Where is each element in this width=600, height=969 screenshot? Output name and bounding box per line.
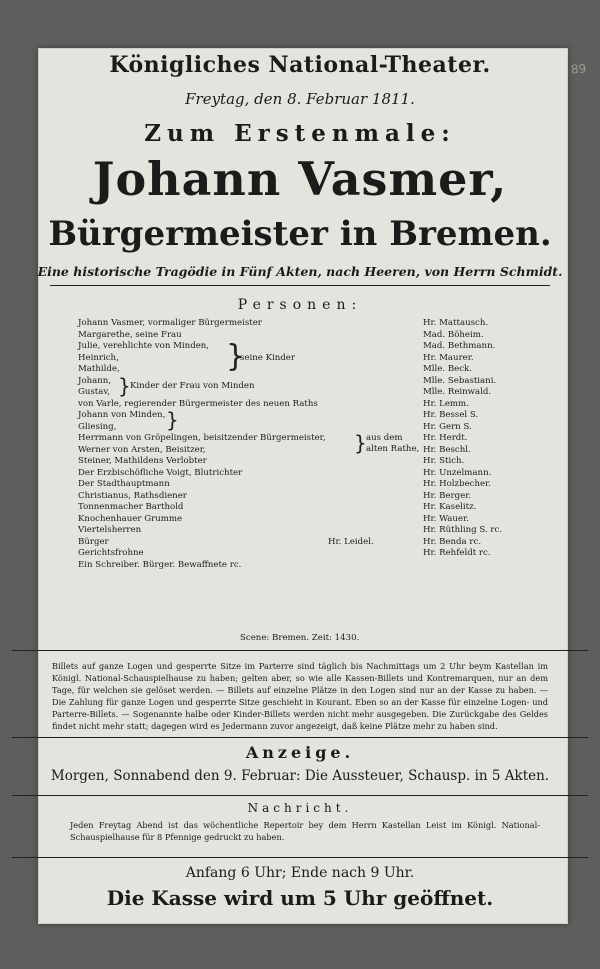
cast-row bbox=[78, 560, 508, 572]
scene-info: Scene: Bremen. Zeit: 1430. bbox=[240, 633, 360, 643]
cast-row bbox=[78, 433, 508, 445]
cast-role: Der Stadthauptmann bbox=[78, 479, 170, 489]
cast-actor: Mlle. Reinwald. bbox=[423, 387, 492, 397]
cast-row bbox=[78, 330, 508, 342]
cast-mid-actor: Hr. Leidel. bbox=[328, 536, 374, 547]
cast-actor: Hr. Kaselitz. bbox=[423, 502, 477, 512]
cast-actor: Hr. Rüthling S. rc. bbox=[423, 525, 503, 535]
cast-actor: Hr. Mattausch. bbox=[423, 318, 489, 328]
pencil-mark: 89 bbox=[570, 61, 587, 77]
cast-role: Viertelsherren bbox=[78, 525, 142, 535]
notice-heading: Nachricht. bbox=[247, 801, 353, 815]
theater-name: Königliches National-Theater. bbox=[109, 52, 491, 78]
cast-row bbox=[78, 525, 508, 537]
brace-label-minden-children: Kinder der Frau von Minden bbox=[130, 381, 255, 391]
cast-role: Mathilde, bbox=[78, 364, 120, 374]
cast-role: Knochenhauer Grumme bbox=[78, 513, 183, 524]
brace-label-old-council-1: aus dem bbox=[366, 433, 403, 443]
cast-row bbox=[78, 468, 508, 480]
cast-row bbox=[78, 422, 508, 434]
cast-row bbox=[78, 537, 508, 549]
divider-rule bbox=[12, 857, 588, 858]
ticket-information: Billets auf ganze Logen und gesperrte Sitze im Parterre sind täglich bis Nachmittags um 2 Uhr beym Kastellan im Königl. National-Schauspielhause zu haben; gelten aber, so wie alle Kassen-Billets und Kontremarquen, nur an dem Tage, für welchen sie gelöset werden. — Billets auf einzelne Plätze in den Logen sind nur an der Kasse zu haben. — Die Zahlung für ganze Logen und gesperrte Sitze geschieht in Kourant. Eben so an der Kasse für einzelne Logen- und Parterre-Billets. — Sogenannte halbe oder Kinder-Billets werden nicht mehr ausgegeben. Die Zurückgabe des Geldes findet nicht mehr statt; dagegen wird es Jedermann zuvor angezeigt, daß keine Plätze mehr zu haben sind. bbox=[52, 661, 548, 731]
cast-actor: Hr. Wauer. bbox=[423, 513, 469, 524]
cast-row bbox=[78, 548, 508, 560]
cast-role: Johann, bbox=[78, 375, 112, 386]
cast-actor: Hr. Lemm. bbox=[423, 398, 469, 409]
cast-role: von Varle, regierender Bürgermeister des neuen Raths bbox=[78, 398, 318, 409]
cast-role: Herrmann von Gröpelingen, beisitzender Bürgermeister, bbox=[78, 433, 326, 443]
cast-actor: Hr. Unzelmann. bbox=[423, 467, 492, 478]
cast-row bbox=[78, 456, 508, 468]
cast-row bbox=[78, 514, 508, 526]
cast-role: Werner von Arsten, Beisitzer, bbox=[78, 444, 206, 455]
divider-rule bbox=[50, 285, 550, 286]
cast-role: Der Erzbischöfliche Voigt, Blutrichter bbox=[78, 467, 243, 478]
cast-row bbox=[78, 341, 508, 353]
box-office-opening: Die Kasse wird um 5 Uhr geöffnet. bbox=[106, 886, 494, 910]
cast-list bbox=[78, 318, 508, 571]
play-title-line2: Bürgermeister in Bremen. bbox=[48, 214, 552, 254]
cast-role: Ein Schreiber. Bürger. Bewaffnete rc. bbox=[78, 559, 242, 570]
brace-minden-children: } bbox=[118, 374, 131, 398]
divider-rule bbox=[12, 795, 588, 796]
brace-old-council: } bbox=[354, 431, 367, 455]
cast-role: Gliesing, bbox=[78, 421, 117, 432]
cast-role: Tonnenmacher Barthold bbox=[78, 502, 184, 512]
cast-role: Julie, verehlichte von Minden, bbox=[78, 341, 210, 351]
cast-row bbox=[78, 491, 508, 503]
premiere-label: Zum Erstenmale: bbox=[144, 120, 456, 147]
cast-role: Christianus, Rathsdiener bbox=[78, 490, 187, 501]
cast-row bbox=[78, 479, 508, 491]
cast-actor: Hr. Berger. bbox=[423, 490, 472, 501]
cast-row bbox=[78, 399, 508, 411]
cast-role: Bürger bbox=[78, 536, 109, 547]
performance-date: Freytag, den 8. Februar 1811. bbox=[185, 90, 415, 108]
divider-rule bbox=[12, 737, 588, 738]
cast-role: Johann Vasmer, vormaliger Bürgermeister bbox=[78, 318, 262, 328]
announcement-text: Morgen, Sonnabend den 9. Februar: Die Aussteuer, Schausp. in 5 Akten. bbox=[50, 768, 550, 784]
cast-actor: Hr. Gern S. bbox=[423, 421, 472, 432]
cast-actor: Mlle. Sebastiani. bbox=[423, 375, 497, 386]
cast-row bbox=[78, 410, 508, 422]
cast-row bbox=[78, 445, 508, 457]
cast-actor: Mad. Böheim. bbox=[423, 329, 484, 340]
cast-row bbox=[78, 502, 508, 514]
cast-role: Steiner, Mathildens Verlobter bbox=[78, 456, 207, 466]
personen-heading: Personen: bbox=[237, 297, 363, 313]
cast-role: Margarethe, seine Frau bbox=[78, 329, 182, 340]
divider-rule bbox=[12, 650, 588, 651]
cast-row bbox=[78, 364, 508, 376]
notice-text: Jeden Freytag Abend ist das wöchentliche Repertoir bey dem Herrn Kastellan Leist im Königl. National-Schauspielhause für 8 Pfennige gedruckt zu haben. bbox=[70, 820, 540, 842]
brace-children: } bbox=[226, 339, 246, 374]
cast-actor: Hr. Stich. bbox=[423, 456, 465, 466]
cast-actor: Hr. Rehfeldt rc. bbox=[423, 548, 491, 558]
cast-actor: Hr. Maurer. bbox=[423, 352, 474, 363]
cast-actor: Hr. Bessel S. bbox=[423, 410, 479, 420]
brace-label-old-council-2: alten Rathe, bbox=[366, 444, 420, 454]
cast-actor: Hr. Holzbecher. bbox=[423, 479, 491, 489]
cast-actor: Hr. Herdt. bbox=[423, 433, 468, 443]
announcement-heading: Anzeige. bbox=[245, 743, 355, 762]
brace-senators: } bbox=[166, 408, 179, 432]
cast-actor: Hr. Benda rc. bbox=[423, 536, 482, 547]
cast-actor: Mlle. Beck. bbox=[423, 364, 472, 374]
cast-actor: Mad. Bethmann. bbox=[423, 341, 496, 351]
cast-row bbox=[78, 318, 508, 330]
cast-role: Gerichtsfrohne bbox=[78, 548, 144, 558]
cast-role: Heinrich, bbox=[78, 352, 119, 363]
cast-actor: Hr. Beschl. bbox=[423, 444, 471, 455]
brace-label-children: seine Kinder bbox=[240, 353, 295, 363]
start-end-time: Anfang 6 Uhr; Ende nach 9 Uhr. bbox=[185, 865, 415, 881]
cast-role: Johann von Minden, bbox=[78, 410, 166, 420]
play-subtitle: Eine historische Tragödie in Fünf Akten, nach Heeren, von Herrn Schmidt. bbox=[37, 264, 563, 279]
play-title-line1: Johann Vasmer, bbox=[92, 152, 508, 206]
cast-role: Gustav, bbox=[78, 387, 110, 397]
